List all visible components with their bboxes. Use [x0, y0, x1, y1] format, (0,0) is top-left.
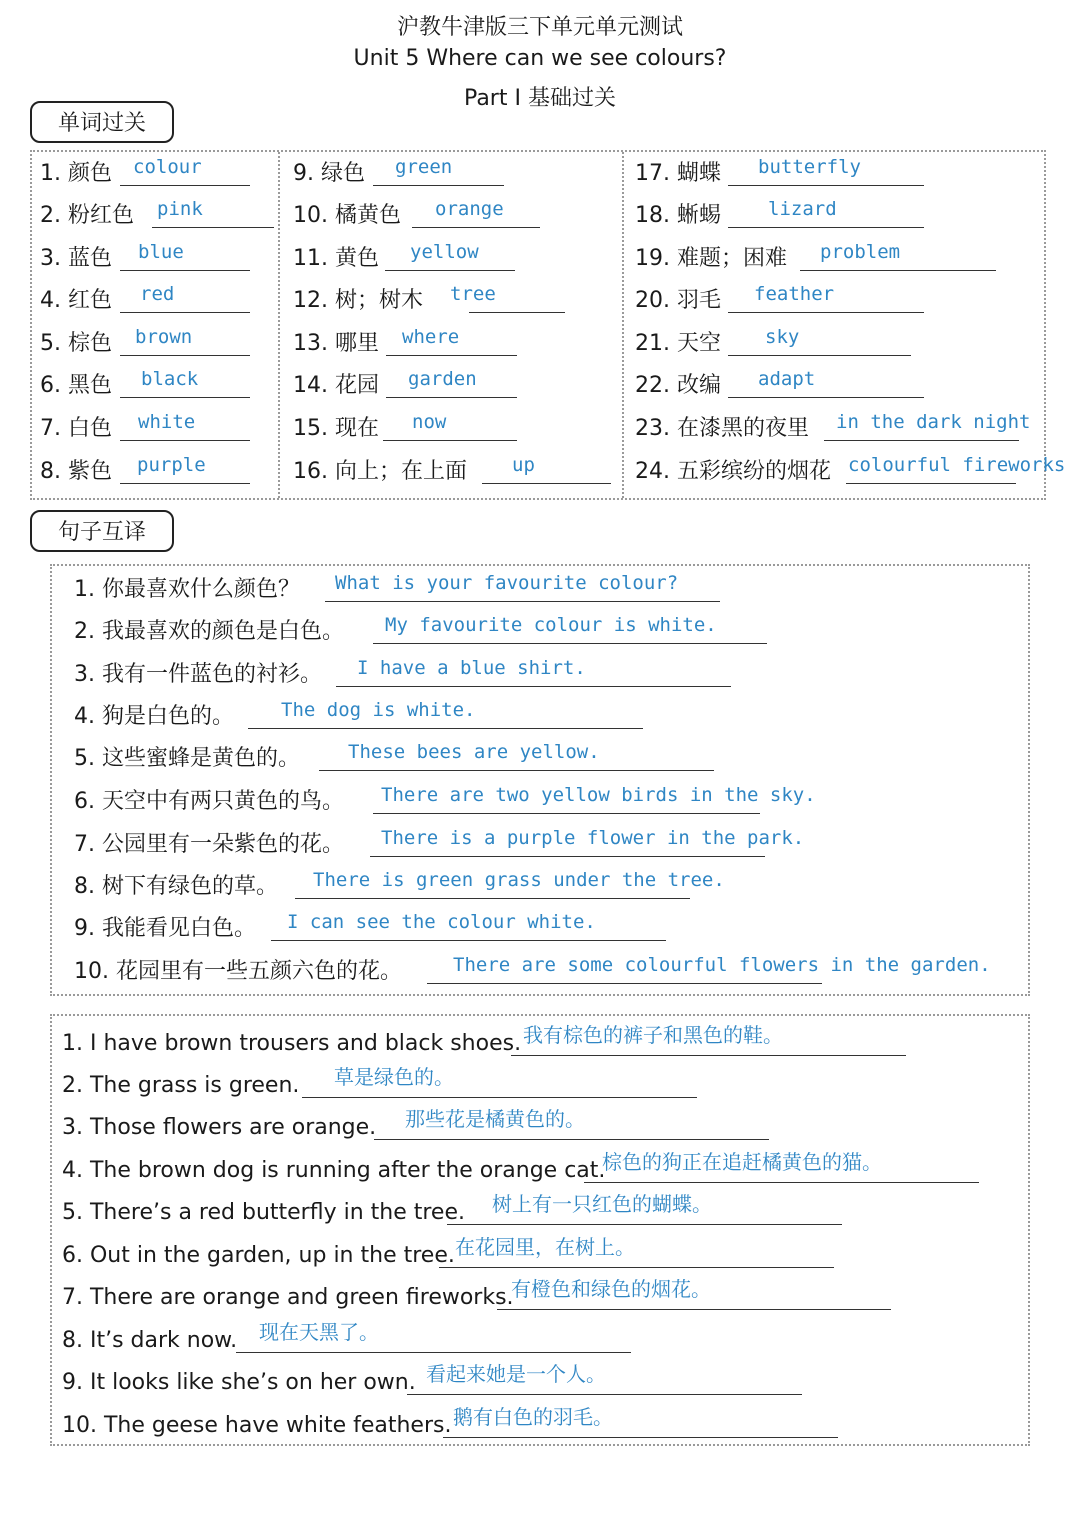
answer-line [373, 643, 767, 644]
answer-line [152, 227, 274, 228]
word-answer: up [512, 454, 535, 476]
title-chinese: 沪教牛津版三下单元单元测试 [396, 15, 683, 40]
cn-translation: 有橙色和绿色的烟花。 [511, 1277, 711, 1301]
answer-line [373, 185, 504, 186]
answer-line [373, 813, 760, 814]
word-question: 9. 绿色 [293, 161, 365, 186]
cn-translation: 那些花是橘黄色的。 [405, 1107, 585, 1131]
word-question: 22. 改编 [635, 373, 721, 398]
word-answer: problem [820, 241, 901, 263]
word-answer: red [140, 283, 175, 305]
answer-line [728, 312, 924, 313]
answer-line [120, 483, 250, 484]
cn-translation: 鹅有白色的羽毛。 [453, 1405, 613, 1429]
word-question: 17. 蝴蝶 [635, 161, 721, 186]
answer-line [800, 270, 996, 271]
answer-line [248, 728, 643, 729]
answer-line [383, 440, 517, 441]
word-answer: feather [754, 283, 835, 305]
word-question: 23. 在漆黑的夜里 [635, 416, 809, 441]
word-question: 4. 红色 [40, 288, 112, 313]
cn-sentence: 3. 我有一件蓝色的衬衫。 [74, 662, 322, 687]
answer-line [374, 1139, 769, 1140]
en-sentence: 9. It looks like she’s on her own. [62, 1370, 416, 1395]
cn-sentence: 4. 狗是白色的。 [74, 704, 234, 729]
answer-line [443, 1437, 838, 1438]
section-label-words: 单词过关 [30, 101, 174, 143]
cn-sentence: 10. 花园里有一些五颜六色的花。 [74, 959, 402, 984]
answer-line [325, 601, 720, 602]
word-question: 20. 羽毛 [635, 288, 721, 313]
en-sentence: 6. Out in the garden, up in the tree. [62, 1243, 455, 1268]
answer-line [846, 483, 1016, 484]
en-translation: There are some colourful flowers in the garden. [453, 954, 991, 976]
answer-line [295, 898, 690, 899]
en-translation: I can see the colour white. [287, 911, 596, 933]
en-translation: My favourite colour is white. [385, 614, 717, 636]
word-answer: lizard [768, 198, 837, 220]
en-sentence: 7. There are orange and green fireworks. [62, 1285, 514, 1310]
cn-translation: 现在天黑了。 [259, 1320, 379, 1344]
answer-line [469, 312, 565, 313]
word-answer: colourful fireworks [848, 454, 1066, 476]
cn-sentence: 2. 我最喜欢的颜色是白色。 [74, 619, 344, 644]
word-answer: blue [138, 241, 184, 263]
word-question: 3. 蓝色 [40, 246, 112, 271]
cn-translation: 草是绿色的。 [334, 1065, 454, 1089]
answer-line [482, 483, 611, 484]
answer-line [120, 270, 250, 271]
answer-line [439, 1267, 834, 1268]
answer-line [120, 185, 250, 186]
answer-line [236, 1352, 631, 1353]
answer-line [386, 397, 517, 398]
answer-line [370, 856, 765, 857]
word-question: 7. 白色 [40, 416, 112, 441]
answer-line [427, 983, 822, 984]
answer-line [728, 397, 924, 398]
answer-line [728, 227, 924, 228]
word-question: 5. 棕色 [40, 331, 112, 356]
en-sentence: 3. Those flowers are orange. [62, 1115, 377, 1140]
word-question: 18. 蜥蜴 [635, 203, 721, 228]
word-answer: brown [135, 326, 193, 348]
answer-line [120, 312, 250, 313]
section-label-sentences: 句子互译 [30, 510, 174, 552]
answer-line [120, 440, 250, 441]
column-divider [278, 152, 280, 498]
word-answer: now [412, 411, 447, 433]
word-answer: orange [435, 198, 504, 220]
word-answer: in the dark night [836, 411, 1031, 433]
en-sentence: 2. The grass is green. [62, 1073, 300, 1098]
answer-line [302, 1097, 697, 1098]
answer-line [407, 1394, 802, 1395]
part-heading: Part Ⅰ 基础过关 [464, 86, 616, 111]
word-question: 11. 黄色 [293, 246, 379, 271]
en-sentence: 4. The brown dog is running after the orange cat. [62, 1158, 606, 1183]
word-question: 1. 颜色 [40, 161, 112, 186]
answer-line [584, 1182, 979, 1183]
word-answer: pink [157, 198, 203, 220]
word-answer: yellow [410, 241, 479, 263]
en-translation: There are two yellow birds in the sky. [381, 784, 816, 806]
word-question: 14. 花园 [293, 373, 379, 398]
answer-line [336, 686, 731, 687]
word-answer: butterfly [758, 156, 861, 178]
en-translation: The dog is white. [281, 699, 476, 721]
en-translation: There is a purple flower in the park. [381, 827, 805, 849]
word-answer: colour [133, 156, 202, 178]
answer-line [728, 355, 911, 356]
word-answer: purple [137, 454, 206, 476]
title-english: Unit 5 Where can we see colours? [353, 46, 727, 71]
en-sentence: 1. I have brown trousers and black shoes. [62, 1031, 522, 1056]
word-answer: black [141, 368, 199, 390]
word-question: 13. 哪里 [293, 331, 379, 356]
answer-line [386, 355, 517, 356]
word-question: 10. 橘黄色 [293, 203, 401, 228]
answer-line [824, 440, 1019, 441]
answer-line [271, 940, 666, 941]
answer-line [447, 1224, 842, 1225]
word-answer: adapt [758, 368, 816, 390]
cn-translation: 我有棕色的裤子和黑色的鞋。 [523, 1023, 783, 1047]
cn-translation: 看起来她是一个人。 [426, 1362, 606, 1386]
cn-translation: 树上有一只红色的蝴蝶。 [492, 1192, 712, 1216]
answer-line [412, 227, 540, 228]
cn-sentence: 8. 树下有绿色的草。 [74, 874, 278, 899]
cn-translation: 棕色的狗正在追赶橘黄色的猫。 [602, 1150, 882, 1174]
word-answer: garden [408, 368, 477, 390]
word-answer: white [138, 411, 196, 433]
answer-line [728, 185, 924, 186]
word-answer: where [402, 326, 460, 348]
en-sentence: 8. It’s dark now. [62, 1328, 238, 1353]
en-translation: I have a blue shirt. [357, 657, 586, 679]
word-question: 12. 树；树木 [293, 288, 423, 313]
cn-sentence: 7. 公园里有一朵紫色的花。 [74, 832, 344, 857]
answer-line [120, 355, 250, 356]
answer-line [385, 270, 515, 271]
cn-sentence: 1. 你最喜欢什么颜色？ [74, 577, 300, 602]
word-answer: sky [765, 326, 800, 348]
en-translation: There is green grass under the tree. [313, 869, 725, 891]
en-sentence: 5. There’s a red butterfly in the tree. [62, 1200, 465, 1225]
word-question: 21. 天空 [635, 331, 721, 356]
answer-line [120, 397, 250, 398]
answer-line [511, 1055, 906, 1056]
cn-translation: 在花园里，在树上。 [455, 1235, 635, 1259]
en-translation: These bees are yellow. [348, 741, 600, 763]
cn-sentence: 6. 天空中有两只黄色的鸟。 [74, 789, 344, 814]
word-question: 19. 难题；困难 [635, 246, 787, 271]
en-sentence: 10. The geese have white feathers. [62, 1413, 452, 1438]
column-divider [622, 152, 624, 498]
cn-sentence: 5. 这些蜜蜂是黄色的。 [74, 746, 300, 771]
answer-line [497, 1309, 891, 1310]
word-question: 24. 五彩缤纷的烟花 [635, 459, 831, 484]
en-translation: What is your favourite colour? [335, 572, 679, 594]
word-question: 6. 黑色 [40, 373, 112, 398]
word-answer: tree [450, 283, 496, 305]
word-question: 16. 向上；在上面 [293, 459, 467, 484]
cn-sentence: 9. 我能看见白色。 [74, 916, 256, 941]
answer-line [319, 770, 714, 771]
word-question: 2. 粉红色 [40, 203, 134, 228]
word-question: 8. 紫色 [40, 459, 112, 484]
word-question: 15. 现在 [293, 416, 379, 441]
word-answer: green [395, 156, 453, 178]
